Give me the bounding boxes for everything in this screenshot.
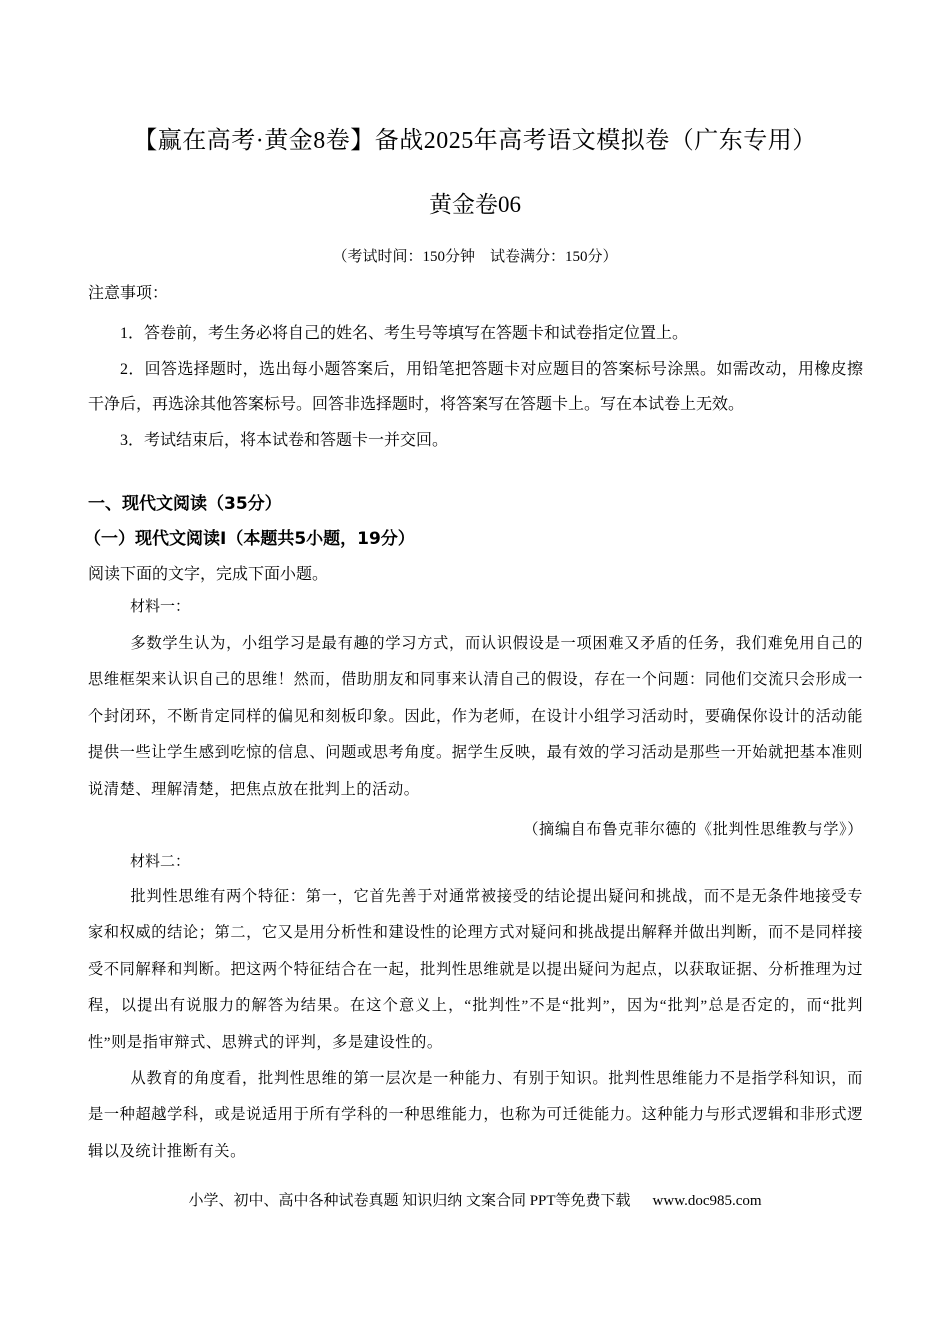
material-paragraph: 从教育的角度看，批判性思维的第一层次是一种能力、有别于知识。批判性思维能力不是指学科知识，而是一种超越学科，或是说适用于所有学科的一种思维能力，也称为可迁徙能力。这种能力与形式逻辑和非形式逻辑以及统计推断有关。	[88, 1070, 863, 1160]
subsection-heading: （一）现代文阅读Ⅰ（本题共5小题，19分）	[84, 529, 415, 549]
exam-info: （考试时间：150分钟 试卷满分：150分）	[332, 249, 618, 265]
material-1-body	[88, 626, 863, 808]
notice-item: 1．答卷前，考生务必将自己的姓名、考生号等填写在答题卡和试卷指定位置上。	[120, 325, 689, 342]
material-paragraph: 多数学生认为，小组学习是最有趣的学习方式，而认识假设是一项困难又矛盾的任务，我们难免用自己的思维框架来认识自己的思维！然而，借助朋友和同事来认清自己的假设，存在一个问题：同他们交流只会形成一个封闭环，不断肯定同样的偏见和刻板印象。因此，作为老师，在设计小组学习活动时，要确保你设计的活动能提供一些让学生感到吃惊的信息、问题或思考角度。据学生反映，最有效的学习活动是那些一开始就把基本准则说清楚、理解清楚，把焦点放在批判上的活动。	[88, 635, 863, 798]
material-1-label: 材料一：	[130, 599, 191, 615]
footer-url[interactable]: www.doc985.com	[652, 1193, 762, 1209]
notice-heading: 注意事项：	[88, 285, 169, 302]
document-subtitle: 黄金卷06	[429, 192, 521, 217]
material-paragraph: 批判性思维有两个特征：第一，它首先善于对通常被接受的结论提出疑问和挑战，而不是无条件地接受专家和权威的结论；第二，它又是用分析性和建设性的论理方式对疑问和挑战提出解释并做出判断，而不是同样接受不同解释和判断。把这两个特征结合在一起，批判性思维就是以提出疑问为起点，以获取证据、分析推理为过程，以提出有说服力的解答为结果。在这个意义上，“批判性”不是“批判”，因为“批判”总是否定的，而“批判性”则是指审辩式、思辨式的评判，多是建设性的。	[88, 888, 863, 1051]
notice-item: 3．考试结束后，将本试卷和答题卡一并交回。	[120, 431, 449, 449]
material-2-body	[88, 879, 863, 1170]
section-heading: 一、现代文阅读（35分）	[88, 494, 282, 514]
material-2-label: 材料二：	[130, 854, 191, 870]
material-1-source: （摘编自布鲁克菲尔德的《批判性思维教与学》）	[523, 821, 863, 838]
notice-list	[88, 316, 863, 458]
page-footer	[0, 1190, 950, 1212]
reading-instruction: 阅读下面的文字，完成下面小题。	[88, 566, 329, 583]
footer-text: 小学、初中、高中各种试卷真题 知识归纳 文案合同 PPT等免费下载	[188, 1193, 631, 1209]
notice-item: 2．回答选择题时，选出每小题答案后，用铅笔把答题卡对应题目的答案标号涂黑。如需改动，用橡皮擦干净后，再选涂其他答案标号。回答非选择题时，将答案写在答题卡上。写在本试卷上无效。	[88, 360, 863, 413]
document-title: 【赢在高考·黄金8卷】备战2025年高考语文模拟卷（广东专用）	[133, 128, 817, 154]
